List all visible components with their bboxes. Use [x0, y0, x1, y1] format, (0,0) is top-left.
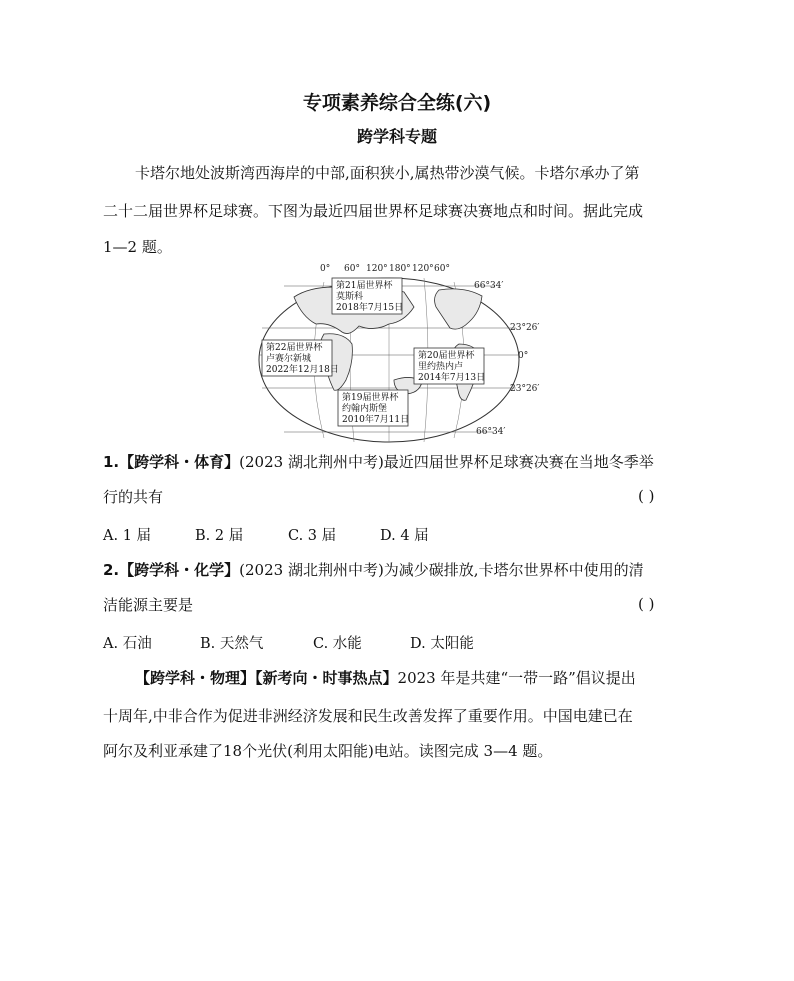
lat-label-4: 66°34′ [476, 427, 506, 437]
box-21-line-3: 2018年7月15日 [336, 303, 404, 313]
box-22-line-3: 2022年12月18日 [266, 365, 339, 375]
passage-text-1: 2023 年是共建“一带一路”倡议提出 [397, 669, 636, 687]
q2-answer-bracket: ( ) [638, 595, 655, 613]
passage-line-3: 阿尔及利亚承建了18个光伏(利用太阳能)电站。读图完成 3—4 题。 [103, 742, 553, 760]
page-subtitle: 跨学科专题 [356, 127, 437, 146]
q1-text-1: (2023 湖北荆州中考)最近四届世界杯足球赛决赛在当地冬季举 [239, 453, 654, 471]
q1-option-b: B. 2 届 [195, 528, 244, 544]
intro-line-2: 二十二届世界杯足球赛。下图为最近四届世界杯足球赛决赛地点和时间。据此完成 [103, 202, 644, 220]
lat-label-0: 66°34′ [474, 281, 504, 291]
q1-option-d: D. 4 届 [380, 528, 429, 544]
box-22-line-2: 卢赛尔新城 [266, 354, 312, 364]
passage-tag-2: 【新考向・时事热点】 [255, 669, 398, 687]
q1-number: 1. [103, 453, 120, 471]
world-cup-map [254, 262, 540, 442]
lat-label-2: 0° [518, 351, 529, 361]
box-20-line-1: 第20届世界杯 [418, 351, 475, 361]
q2-text-1: (2023 湖北荆州中考)为减少碳排放,卡塔尔世界杯中使用的清 [239, 561, 644, 579]
q2-number: 2. [103, 561, 120, 579]
q2-tag: 【跨学科・化学】 [119, 561, 240, 579]
box-22-line-1: 第22届世界杯 [266, 343, 323, 353]
q2-text-2: 洁能源主要是 [103, 596, 194, 614]
q1-answer-bracket: ( ) [638, 487, 655, 505]
q2-option-c: C. 水能 [313, 636, 362, 652]
box-21-line-1: 第21届世界杯 [336, 281, 393, 291]
box-19-line-1: 第19届世界杯 [342, 393, 399, 403]
q1-option-c: C. 3 届 [288, 528, 337, 544]
box-20-line-3: 2014年7月13日 [418, 373, 486, 383]
page-title: 专项素养综合全练(六) [302, 92, 492, 114]
box-20-line-2: 里约热内卢 [418, 362, 464, 372]
q1-tag: 【跨学科・体育】 [119, 453, 240, 471]
lon-label-5: 60° [434, 264, 450, 274]
passage-line-2: 十周年,中非合作为促进非洲经济发展和民生改善发挥了重要作用。中国电建已在 [103, 707, 633, 725]
question-2-line-1 [103, 560, 644, 580]
q1-option-a: A. 1 届 [103, 528, 152, 544]
lon-label-4: 120° [412, 264, 434, 274]
worldcup-box-21 [332, 278, 403, 314]
north-america-shape [435, 289, 482, 329]
worldcup-box-20 [414, 348, 485, 384]
lon-label-0: 0° [320, 264, 331, 274]
box-19-line-2: 约翰内斯堡 [342, 404, 388, 414]
lon-label-1: 60° [344, 264, 360, 274]
lat-label-1: 23°26′ [510, 323, 540, 333]
map-svg [254, 262, 540, 442]
box-21-line-2: 莫斯科 [336, 292, 364, 302]
box-19-line-3: 2010年7月11日 [342, 415, 410, 425]
question-1-line-1 [103, 452, 654, 472]
passage-tag-1: 【跨学科・物理】 [135, 669, 256, 687]
lon-label-2: 120° [366, 264, 388, 274]
q2-option-d: D. 太阳能 [410, 636, 474, 652]
intro-line-1: 卡塔尔地处波斯湾西海岸的中部,面积狭小,属热带沙漠气候。卡塔尔承办了第 [135, 164, 640, 182]
lon-label-3: 180° [389, 264, 411, 274]
passage-line-1 [135, 668, 636, 688]
worldcup-box-22 [262, 340, 339, 376]
worldcup-box-19 [338, 390, 409, 426]
q2-option-a: A. 石油 [103, 636, 152, 652]
q2-option-b: B. 天然气 [200, 636, 264, 652]
q1-text-2: 行的共有 [103, 488, 164, 506]
lat-label-3: 23°26′ [510, 384, 540, 394]
intro-line-3: 1—2 题。 [103, 238, 172, 256]
